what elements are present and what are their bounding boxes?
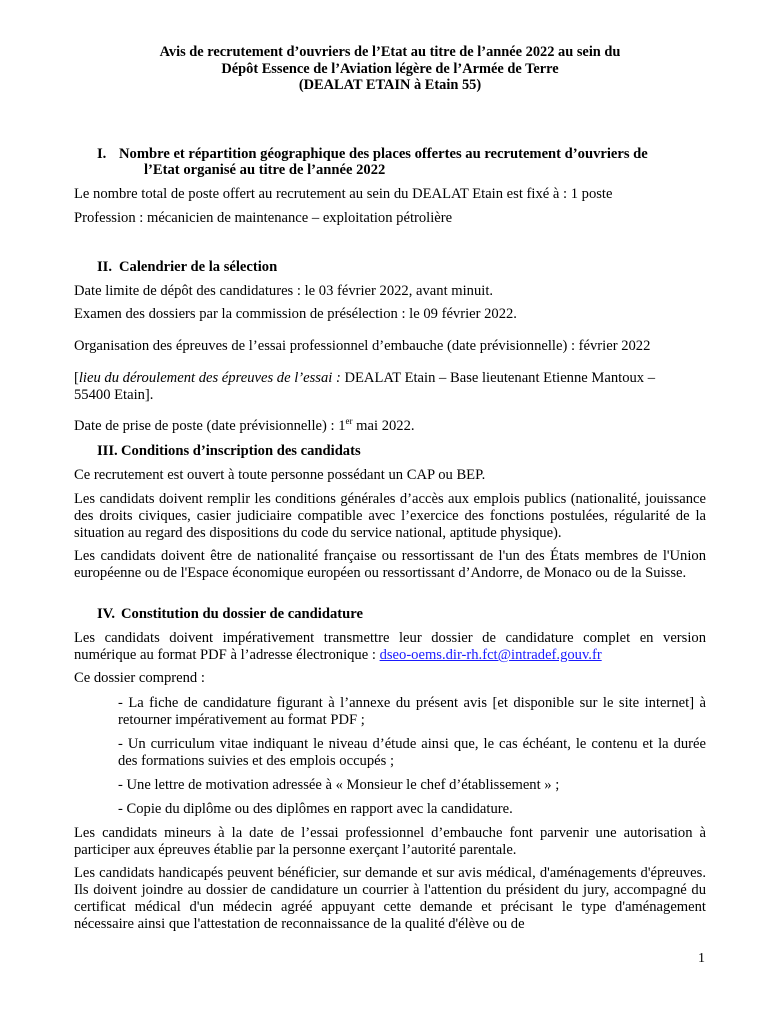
dossier-item-3: - Une lettre de motivation adressée à « Monsieur le chef d’établissement » ; bbox=[118, 777, 560, 793]
location-open-bracket: [ bbox=[74, 370, 79, 386]
start-date-sup: er bbox=[345, 416, 353, 426]
section-4-paragraph-2: Ce dossier comprend : bbox=[74, 670, 205, 686]
dossier-item-1: - La fiche de candidature figurant à l’annexe du présent avis [et disponible sur le site internet] à retourner impérativement au format PDF ; bbox=[118, 695, 706, 728]
dossier-item-2: - Un curriculum vitae indiquant le niveau d’étude ainsi que, le cas échéant, le contenu et la durée des formations suivies et des emplois occupés ; bbox=[118, 736, 706, 769]
section-1-heading-line-2: l’Etat organisé au titre de l’année 2022 bbox=[144, 162, 386, 178]
section-2-title: Calendrier de la sélection bbox=[119, 259, 278, 275]
location-text bbox=[74, 370, 706, 404]
section-3-number: III. bbox=[97, 443, 118, 459]
section-4-paragraph-1-text: Les candidats doivent impérativement transmettre leur dossier de candidature complet en version numérique au format PDF à l’adresse électronique : bbox=[74, 630, 706, 663]
section-3-paragraph-3: Les candidats doivent être de nationalité française ou ressortissant de l'un des États membres de l'Union européenne ou de l'Espace économique européen ou ressortissant d’Andorre, de Monaco ou de la Suisse. bbox=[74, 548, 706, 581]
dossier-item-4: - Copie du diplôme ou des diplômes en rapport avec la candidature. bbox=[118, 801, 513, 817]
section-4-paragraph-4: Les candidats handicapés peuvent bénéficier, sur demande et sur avis médical, d'aménagements d'épreuves. Ils doivent joindre au dossier de candidature un courrier à l'attention du président du jury, accompagné du certificat médical d'un médecin agréé appuyant cette demande et précisant le type d'aménagement nécessaire ainsi que l'attestation de reconnaissance de la qualité d'élève ou de bbox=[74, 865, 706, 932]
section-3-heading bbox=[97, 443, 361, 460]
email-link[interactable]: dseo-oems.dir-rh.fct@intradef.gouv.fr bbox=[379, 647, 602, 663]
start-date-text bbox=[74, 418, 706, 435]
title-line-2: Dépôt Essence de l’Aviation légère de l’Armée de Terre bbox=[221, 60, 559, 77]
section-1-number: I. bbox=[97, 146, 107, 162]
section-2-heading bbox=[97, 259, 277, 276]
profession-text: Profession : mécanicien de maintenance – exploitation pétrolière bbox=[74, 210, 453, 226]
location-label: lieu du déroulement des épreuves de l’essai : bbox=[78, 370, 341, 386]
review-text: Examen des dossiers par la commission de présélection : le 09 février 2022. bbox=[74, 306, 517, 322]
section-4-paragraph-1 bbox=[74, 630, 706, 664]
section-3-paragraph-1: Ce recrutement est ouvert à toute personne possédant un CAP ou BEP. bbox=[74, 467, 486, 483]
deadline-text: Date limite de dépôt des candidatures : le 03 février 2022, avant minuit. bbox=[74, 283, 494, 299]
start-date-prefix: Date de prise de poste (date prévisionnelle) : 1 bbox=[74, 418, 346, 434]
exam-text: Organisation des épreuves de l’essai professionnel d’embauche (date prévisionnelle) : février 2022 bbox=[74, 338, 651, 354]
section-2-number: II. bbox=[97, 259, 113, 275]
location-value-line-1: DEALAT Etain – Base lieutenant Etienne Mantoux – bbox=[340, 370, 656, 386]
section-4-title: Constitution du dossier de candidature bbox=[121, 606, 363, 622]
title-line-1: Avis de recrutement d’ouvriers de l’Etat au titre de l’année 2022 au sein du bbox=[159, 44, 621, 60]
section-4-number: IV. bbox=[97, 606, 115, 622]
section-3-title: Conditions d’inscription des candidats bbox=[121, 443, 361, 459]
location-value-line-2: 55400 Etain]. bbox=[74, 387, 154, 403]
title-line-3: (DEALAT ETAIN à Etain 55) bbox=[298, 77, 482, 93]
document-title bbox=[60, 44, 720, 94]
section-1-heading-line-1: Nombre et répartition géographique des places offertes au recrutement d’ouvriers de bbox=[119, 146, 648, 162]
section-4-paragraph-3: Les candidats mineurs à la date de l’essai professionnel d’embauche font parvenir une autorisation à participer aux épreuves établie par la personne exerçant l’autorité parentale. bbox=[74, 825, 706, 858]
posts-text: Le nombre total de poste offert au recrutement au sein du DEALAT Etain est fixé à : 1 poste bbox=[74, 186, 613, 202]
section-4-heading bbox=[97, 606, 363, 623]
section-3-paragraph-2: Les candidats doivent remplir les conditions générales d’accès aux emplois publics (nationalité, jouissance des droits civiques, casier judiciaire compatible avec l’exercice des fonctions postulées, régularité de la situation au regard des dispositions du code du service national, aptitude physique). bbox=[74, 491, 706, 541]
page-number: 1 bbox=[698, 951, 705, 966]
start-date-suffix: mai 2022. bbox=[352, 418, 415, 434]
